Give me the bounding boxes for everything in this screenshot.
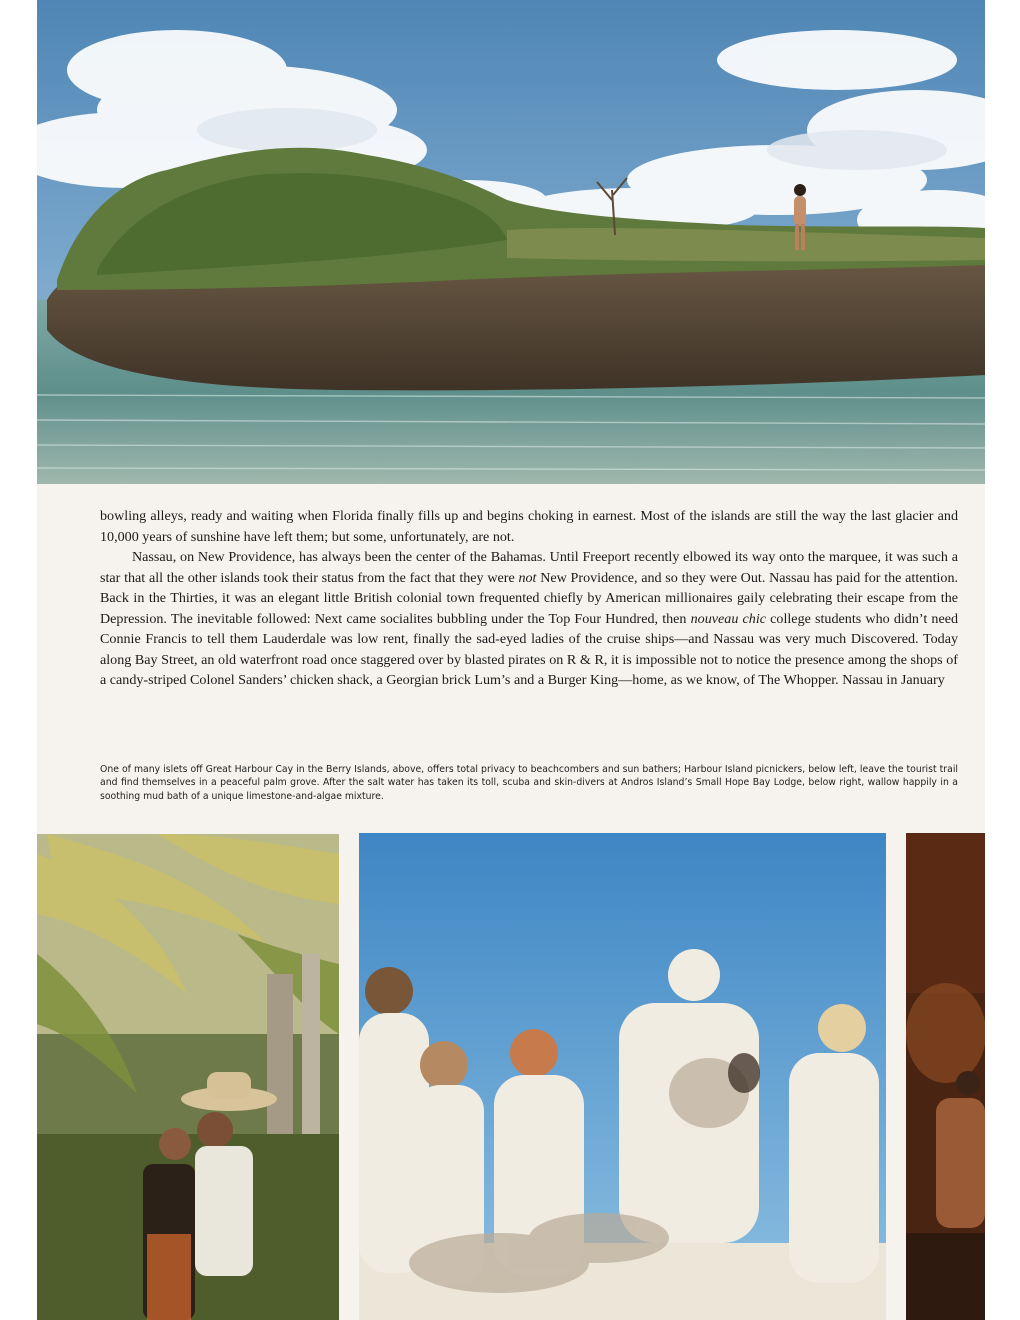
- article-paragraph-1: [100, 506, 958, 547]
- mud-bath-photo-graphic: [359, 833, 886, 1320]
- islet-photo: [37, 0, 985, 484]
- islet-photo-graphic: [37, 0, 985, 484]
- palm-grove-photo-graphic: [37, 834, 339, 1320]
- paragraph-2-text-b: New Providence, and so they were Out. Nassau has paid for the attention. Back in the Thirties, it was an elegant little British colonial town frequented chiefly by American millionaires gaily celebrating their escape from the Depression. The inevitable followed: Next came socialites bubbling under the Top Four Hundred, then: [100, 569, 959, 627]
- paragraph-2-text-a: Nassau, on New Providence, has always been the center of the Bahamas. Until Freeport recently elbowed its way onto the marquee, it was such a star that all the other islands took their status from the fact that they were: [100, 549, 958, 586]
- dusk-photo-graphic: [906, 833, 985, 1320]
- paragraph-2-text-c: college students who didn’t need Connie Francis to tell them Lauderdale was low rent, finally the sad-eyed ladies of the cruise ships—and Nassau was very much Discovered. Today along Bay Street, an old waterfront road once staggered over by blasted pirates on R & R, it is impossible not to notice the presence among the shops of a candy-striped Colonel Sanders’ chicken shack, a Georgian brick Lum’s and a Burger King—home, as we know, of The Whopper. Nassau in January: [100, 610, 958, 688]
- dusk-figure-photo: [906, 833, 985, 1320]
- paragraph-2-emphasis-not: not: [518, 569, 537, 586]
- palm-grove-couple-photo: [37, 834, 339, 1320]
- article-body: [100, 506, 958, 691]
- article-paragraph-2: [100, 547, 958, 691]
- paragraph-1-text: bowling alleys, ready and waiting when Florida finally fills up and begins choking in earnest. Most of the islands are still the way the last glacier and 10,000 years of sunshine have left them; but some, unfortunately, are not.: [100, 508, 958, 545]
- mud-bath-group-photo: [359, 833, 886, 1320]
- paragraph-2-emphasis-nouveau-chic: nouveau chic: [690, 610, 767, 627]
- photo-caption: One of many islets off Great Harbour Cay in the Berry Islands, above, offers total privacy to beachcombers and sun bathers; Harbour Island picnickers, below left, leave the tourist trail and find themselves in a peaceful palm grove. After the salt water has taken its toll, scuba and skin-divers at Andros Island’s Small Hope Bay Lodge, below right, wallow happily in a soothing mud bath of a unique limestone-and-algae mixture.: [100, 764, 958, 802]
